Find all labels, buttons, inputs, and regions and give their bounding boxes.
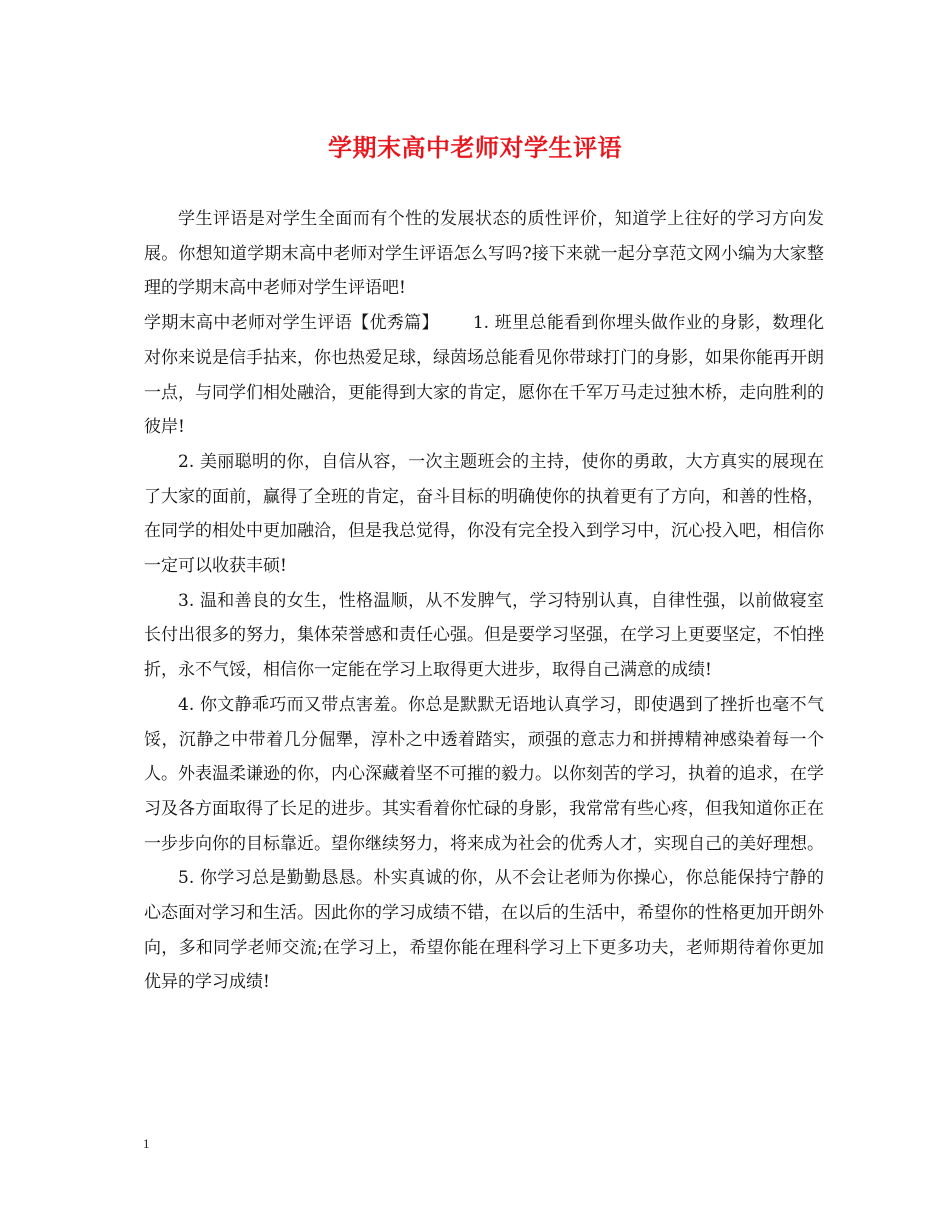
intro-paragraph: 学生评语是对学生全面而有个性的发展状态的质性评价，知道学上往好的学习方向发展。你想知道学期末高中老师对学生评语怎么写吗?接下来就一起分享范文网小编为大家整理的学期末高中老师对学生评语吧! bbox=[144, 209, 824, 299]
section-heading: 学期末高中老师对学生评语【优秀篇】 bbox=[144, 313, 439, 334]
page-number: 1 bbox=[143, 1136, 150, 1151]
document-body bbox=[144, 202, 824, 1000]
document-title: 学期末高中老师对学生评语 bbox=[328, 133, 622, 162]
comment-item-1: 1. 班里总能看到你埋头做作业的身影，数理化对你来说是信手拈来，你也热爱足球，绿茵场总能看见你带球打门的身影，如果你能再开朗一点，与同学们相处融洽，更能得到大家的肯定，愿你在千军万马走过独木桥，走向胜利的彼岸! bbox=[144, 313, 824, 438]
comment-item-4: 4. 你文静乖巧而又带点害羞。你总是默默无语地认真学习，即使遇到了挫折也毫不气馁，沉静之中带着几分倔犟，淳朴之中透着踏实，顽强的意志力和拼搏精神感染着每一个人。外表温柔谦逊的你，内心深藏着坚不可摧的毅力。以你刻苦的学习，执着的追求，在学习及各方面取得了长足的进步。其实看着你忙碌的身影，我常常有些心疼，但我知道你正在一步步向你的目标靠近。望你继续努力，将来成为社会的优秀人才，实现自己的美好理想。 bbox=[144, 694, 824, 854]
comment-item-5: 5. 你学习总是勤勤恳恳。朴实真诚的你，从不会让老师为你操心，你总能保持宁静的心态面对学习和生活。因此你的学习成绩不错，在以后的生活中，希望你的性格更加开朗外向，多和同学老师交流;在学习上，希望你能在理科学习上下更多功夫，老师期待着你更加优异的学习成绩! bbox=[144, 868, 824, 993]
comment-item-2: 2. 美丽聪明的你，自信从容，一次主题班会的主持，使你的勇敢，大方真实的展现在了大家的面前，赢得了全班的肯定，奋斗目标的明确使你的执着更有了方向，和善的性格，在同学的相处中更加融洽，但是我总觉得，你没有完全投入到学习中，沉心投入吧，相信你一定可以收获丰硕! bbox=[144, 451, 824, 577]
comment-item-3: 3. 温和善良的女生，性格温顺，从不发脾气，学习特别认真，自律性强，以前做寝室长付出很多的努力，集体荣誉感和责任心强。但是要学习坚强，在学习上更要坚定，不怕挫折，永不气馁，相信你一定能在学习上取得更大进步，取得自己满意的成绩! bbox=[144, 590, 824, 681]
section-paragraph bbox=[144, 306, 824, 445]
